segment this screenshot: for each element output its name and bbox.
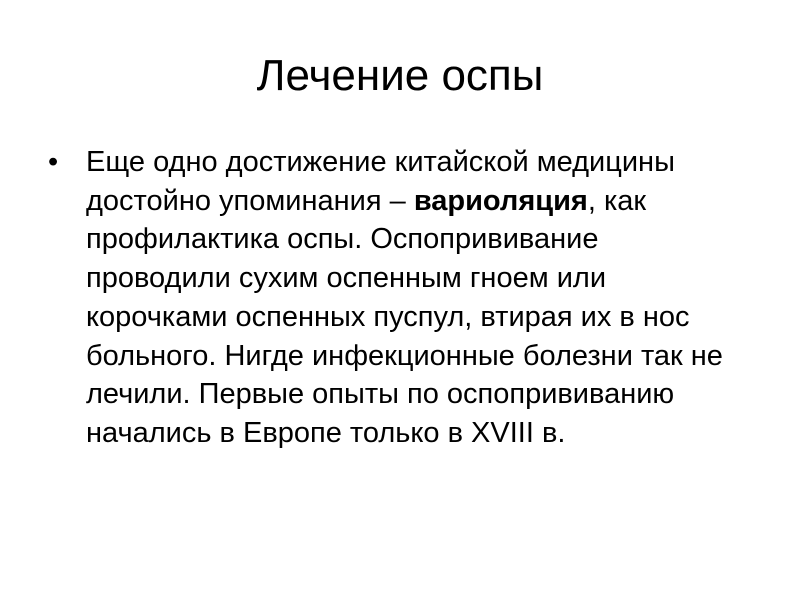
slide-title: Лечение оспы	[256, 51, 544, 100]
bullet-text-before: Еще одно достижение китайской медицины достойно упоминания –	[86, 146, 675, 217]
bullet-text	[86, 146, 723, 449]
bullet-text-after: , как профилактика оспы. Оспопрививание проводили сухим оспенным гноем или корочками оспенных пуспул, втирая их в нос больного. Нигде инфекционные болезни так не лечили. Первые опыты по оспопрививанию начались в Европе только в XVIII в.	[86, 184, 723, 449]
bullet-list	[48, 143, 748, 453]
list-item	[48, 143, 748, 453]
bold-term-variolation: вариоляция	[413, 184, 588, 217]
bullet-marker: •	[48, 146, 59, 178]
